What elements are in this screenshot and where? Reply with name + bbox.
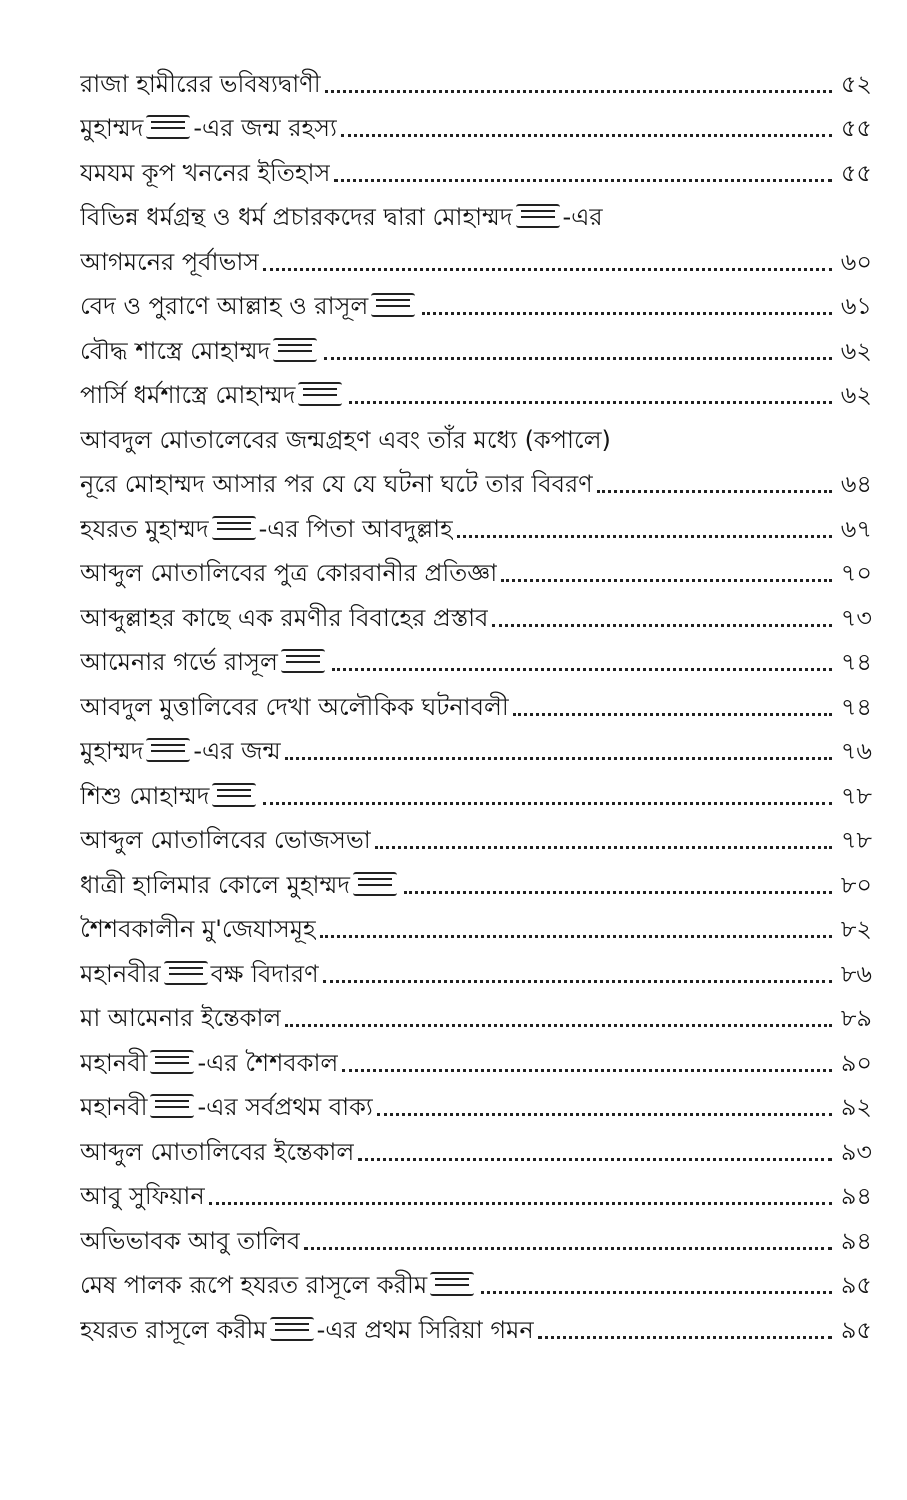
toc-entry[interactable] [80, 323, 872, 368]
toc-page-number: ৬২ [840, 381, 872, 409]
toc-page-number: ৮২ [840, 915, 872, 943]
dot-leader [538, 1336, 832, 1339]
toc-entry-title [80, 67, 321, 101]
dot-leader [304, 1247, 832, 1250]
table-of-contents [80, 56, 872, 1347]
toc-entry-title-text: শিশু মোহাম্মদ [80, 781, 210, 810]
toc-entry-title-text: বিভিন্ন ধর্মগ্রন্থ ও ধর্ম প্রচারকদের দ্বারা মোহাম্মদ [80, 203, 513, 231]
dot-leader [422, 312, 832, 315]
toc-entry-title-suffix: -এর প্রথম সিরিয়া গমন [316, 1315, 534, 1344]
toc-entry[interactable] [80, 1213, 872, 1258]
dot-leader [377, 1113, 832, 1116]
toc-page-number: ৯২ [840, 1093, 872, 1121]
toc-entry-title-suffix: -এর জন্ম রহস্য [193, 114, 337, 142]
toc-entry[interactable] [80, 768, 872, 813]
toc-page-number: ৫৫ [840, 158, 872, 187]
dot-leader [263, 268, 832, 271]
dot-leader [375, 846, 832, 849]
toc-entry-title-suffix: -এর সর্বপ্রথম বাক্য [197, 1093, 373, 1121]
salutation-calligraphy-icon [150, 1050, 194, 1074]
dot-leader [492, 624, 832, 627]
toc-entry-title-text: আগমনের পূর্বাভাস [80, 247, 260, 276]
toc-entry[interactable] [80, 279, 872, 324]
toc-entry-title-text: মুহাম্মদ [80, 737, 144, 765]
toc-page-number: ৭৩ [840, 603, 872, 632]
toc-entry[interactable] [80, 501, 872, 546]
toc-entry-title-text: যমযম কূপ খননের ইতিহাস [80, 158, 331, 187]
toc-entry-title [80, 823, 371, 857]
toc-entry[interactable] [80, 991, 872, 1036]
toc-entry[interactable] [80, 368, 872, 413]
toc-page-number: ৯০ [840, 1048, 872, 1077]
salutation-calligraphy-icon [516, 204, 560, 228]
dot-leader [501, 579, 832, 582]
toc-entry-title-text: মুহাম্মদ [80, 114, 144, 142]
toc-entry[interactable] [80, 635, 872, 680]
toc-entry-title [80, 1046, 338, 1080]
dot-leader [324, 357, 832, 360]
toc-entry-title [80, 556, 497, 590]
salutation-calligraphy-icon [298, 382, 342, 406]
toc-page-number: ৬০ [840, 247, 872, 276]
toc-entry-title-text: নূরে মোহাম্মদ আসার পর যে যে ঘটনা ঘটে তার বিবরণ [80, 470, 593, 498]
toc-entry-title-text: মহানবী [80, 1048, 148, 1077]
toc-entry-title [80, 1224, 300, 1258]
toc-entry-title [80, 601, 488, 635]
toc-entry[interactable] [80, 946, 872, 991]
toc-entry-title [80, 1090, 373, 1124]
toc-entry-title [80, 779, 259, 813]
toc-entry-title-text: রাজা হামীরের ভবিষ্যদ্বাণী [80, 69, 321, 98]
toc-entry-title [80, 868, 400, 902]
toc-entry-title [80, 378, 345, 412]
toc-entry-title-text: পার্সি ধর্মশাস্ত্রে মোহাম্মদ [80, 381, 296, 409]
toc-entry-title-suffix: -এর পিতা আবদুল্লাহ [258, 514, 453, 543]
toc-entry[interactable] [80, 457, 872, 502]
dot-leader [457, 535, 832, 538]
dot-leader [349, 401, 832, 404]
toc-entry-title-suffix: -এর [562, 203, 603, 231]
toc-entry-title-text: অভিভাবক আবু তালিব [80, 1226, 301, 1255]
dot-leader [209, 1202, 832, 1205]
toc-entry-title-text: আমেনার গর্ভে রাসূল [80, 648, 278, 676]
toc-entry-title [80, 645, 328, 679]
toc-entry[interactable] [80, 1035, 872, 1080]
toc-page-number: ৭৪ [840, 648, 872, 676]
toc-entry-title [80, 912, 316, 946]
toc-entry-title-text: ধাত্রী হালিমার কোলে মুহাম্মদ [80, 870, 350, 899]
toc-entry-title-text: আব্দুল মোতালিবের পুত্র কোরবানীর প্রতিজ্ঞা [80, 559, 498, 587]
dot-leader [358, 1158, 832, 1161]
toc-entry-title [80, 111, 337, 145]
dot-leader [285, 1024, 832, 1027]
dot-leader [334, 179, 832, 182]
toc-entry-title-suffix: -এর শৈশবকাল [197, 1048, 339, 1077]
toc-entry[interactable] [80, 590, 872, 635]
toc-entry-title-suffix: বক্ষ বিদারণ [210, 959, 319, 988]
toc-entry-title-text: আবদুল মুত্তালিবের দেখা অলৌকিক ঘটনাবলী [80, 692, 509, 721]
salutation-calligraphy-icon [430, 1272, 474, 1296]
toc-page-number: ৬৪ [840, 470, 872, 498]
toc-entry-title-suffix: -এর জন্ম [193, 737, 281, 765]
toc-entry-title [80, 245, 259, 279]
dot-leader [404, 891, 832, 894]
toc-entry[interactable] [80, 412, 872, 457]
toc-entry[interactable] [80, 813, 872, 858]
dot-leader [341, 134, 832, 137]
toc-entry[interactable] [80, 1302, 872, 1347]
toc-entry-title-text: মা আমেনার ইন্তেকাল [80, 1004, 282, 1032]
salutation-calligraphy-icon [212, 783, 256, 807]
toc-entry[interactable] [80, 1124, 872, 1169]
toc-entry[interactable] [80, 546, 872, 591]
dot-leader [332, 668, 832, 671]
toc-entry-title-text: আবু সুফিয়ান [80, 1182, 205, 1210]
toc-entry[interactable] [80, 56, 872, 101]
dot-leader [323, 980, 832, 983]
salutation-calligraphy-icon [150, 1094, 194, 1118]
salutation-calligraphy-icon [164, 961, 208, 985]
toc-entry-title [80, 1135, 354, 1169]
dot-leader [513, 713, 832, 716]
toc-entry-title-text: মহানবী [80, 1093, 148, 1121]
toc-entry[interactable] [80, 857, 872, 902]
toc-entry[interactable] [80, 679, 872, 724]
toc-entry[interactable] [80, 101, 872, 146]
toc-page-number: ৮০ [840, 870, 872, 899]
toc-entry-title-text: আব্দুল্লাহর কাছে এক রমণীর বিবাহের প্রস্তাব [80, 603, 489, 632]
dot-leader [263, 802, 832, 805]
toc-entry-title [80, 957, 319, 991]
toc-entry-title-text: মেষ পালক রূপে হযরত রাসূলে করীম [80, 1271, 428, 1299]
toc-entry-title [80, 467, 593, 501]
dot-leader [325, 90, 832, 93]
toc-entry-title [80, 690, 509, 724]
toc-entry-title [80, 734, 281, 768]
dot-leader [481, 1291, 832, 1294]
toc-entry-title-text: আব্দুল মোতালিবের ইন্তেকাল [80, 1137, 355, 1166]
salutation-calligraphy-icon [146, 115, 190, 139]
toc-page-number: ৯৫ [840, 1315, 872, 1344]
toc-page-number: ৮৯ [840, 1004, 872, 1032]
toc-entry-title [80, 334, 320, 368]
dot-leader [285, 757, 832, 760]
toc-entry-title-text: শৈশবকালীন মু'জেযাসমূহ [80, 915, 316, 943]
toc-entry-title [80, 1268, 477, 1302]
toc-page-number: ৬৭ [840, 514, 872, 543]
toc-entry-title [80, 512, 453, 546]
toc-page-number: ৬২ [840, 336, 872, 365]
dot-leader [342, 1069, 832, 1072]
toc-page-number: ৭৬ [840, 737, 872, 765]
toc-entry[interactable] [80, 190, 872, 235]
toc-page-number: ৯৩ [840, 1137, 872, 1166]
toc-entry[interactable] [80, 1258, 872, 1303]
toc-page-number: ৭৮ [840, 781, 872, 810]
toc-entry-title [80, 200, 603, 234]
toc-page-number: ৯৫ [840, 1271, 872, 1299]
toc-entry-title-text: আবদুল মোতালেবের জন্মগ্রহণ এবং তাঁর মধ্যে (কপালে) [80, 425, 611, 454]
toc-entry-title [80, 1313, 534, 1347]
toc-entry-title-text: হযরত মুহাম্মদ [80, 514, 209, 543]
toc-entry-title-text: আব্দুল মোতালিবের ভোজসভা [80, 826, 371, 854]
toc-page-number: ৭৪ [840, 692, 872, 721]
toc-entry[interactable] [80, 234, 872, 279]
salutation-calligraphy-icon [212, 516, 256, 540]
toc-entry-title [80, 156, 330, 190]
dot-leader [597, 490, 832, 493]
salutation-calligraphy-icon [371, 293, 415, 317]
toc-entry-title-text: বেদ ও পুরাণে আল্লাহ ও রাসূল [80, 292, 369, 320]
toc-entry-title [80, 423, 611, 457]
toc-entry-title-text: বৌদ্ধ শাস্ত্রে মোহাম্মদ [80, 336, 271, 365]
toc-entry[interactable] [80, 1169, 872, 1214]
salutation-calligraphy-icon [270, 1317, 314, 1341]
toc-page-number: ৫৫ [840, 114, 872, 142]
toc-page-number: ৭৮ [840, 826, 872, 854]
salutation-calligraphy-icon [146, 738, 190, 762]
toc-entry[interactable] [80, 1080, 872, 1125]
salutation-calligraphy-icon [273, 338, 317, 362]
toc-entry[interactable] [80, 902, 872, 947]
toc-entry-title-text: মহানবীর [80, 959, 161, 988]
salutation-calligraphy-icon [281, 649, 325, 673]
toc-page-number: ৮৬ [840, 959, 872, 988]
toc-entry[interactable] [80, 145, 872, 190]
toc-entry-title [80, 1001, 281, 1035]
dot-leader [320, 935, 832, 938]
toc-entry[interactable] [80, 724, 872, 769]
toc-entry-title [80, 289, 418, 323]
toc-page-number: ৯৪ [840, 1226, 872, 1255]
toc-page-number: ৭০ [840, 559, 872, 587]
toc-page-number: ৯৪ [840, 1182, 872, 1210]
toc-page-number: ৫২ [840, 69, 872, 98]
toc-page-number: ৬১ [840, 292, 872, 320]
salutation-calligraphy-icon [353, 872, 397, 896]
toc-entry-title-text: হযরত রাসূলে করীম [80, 1315, 267, 1344]
toc-entry-title [80, 1179, 205, 1213]
